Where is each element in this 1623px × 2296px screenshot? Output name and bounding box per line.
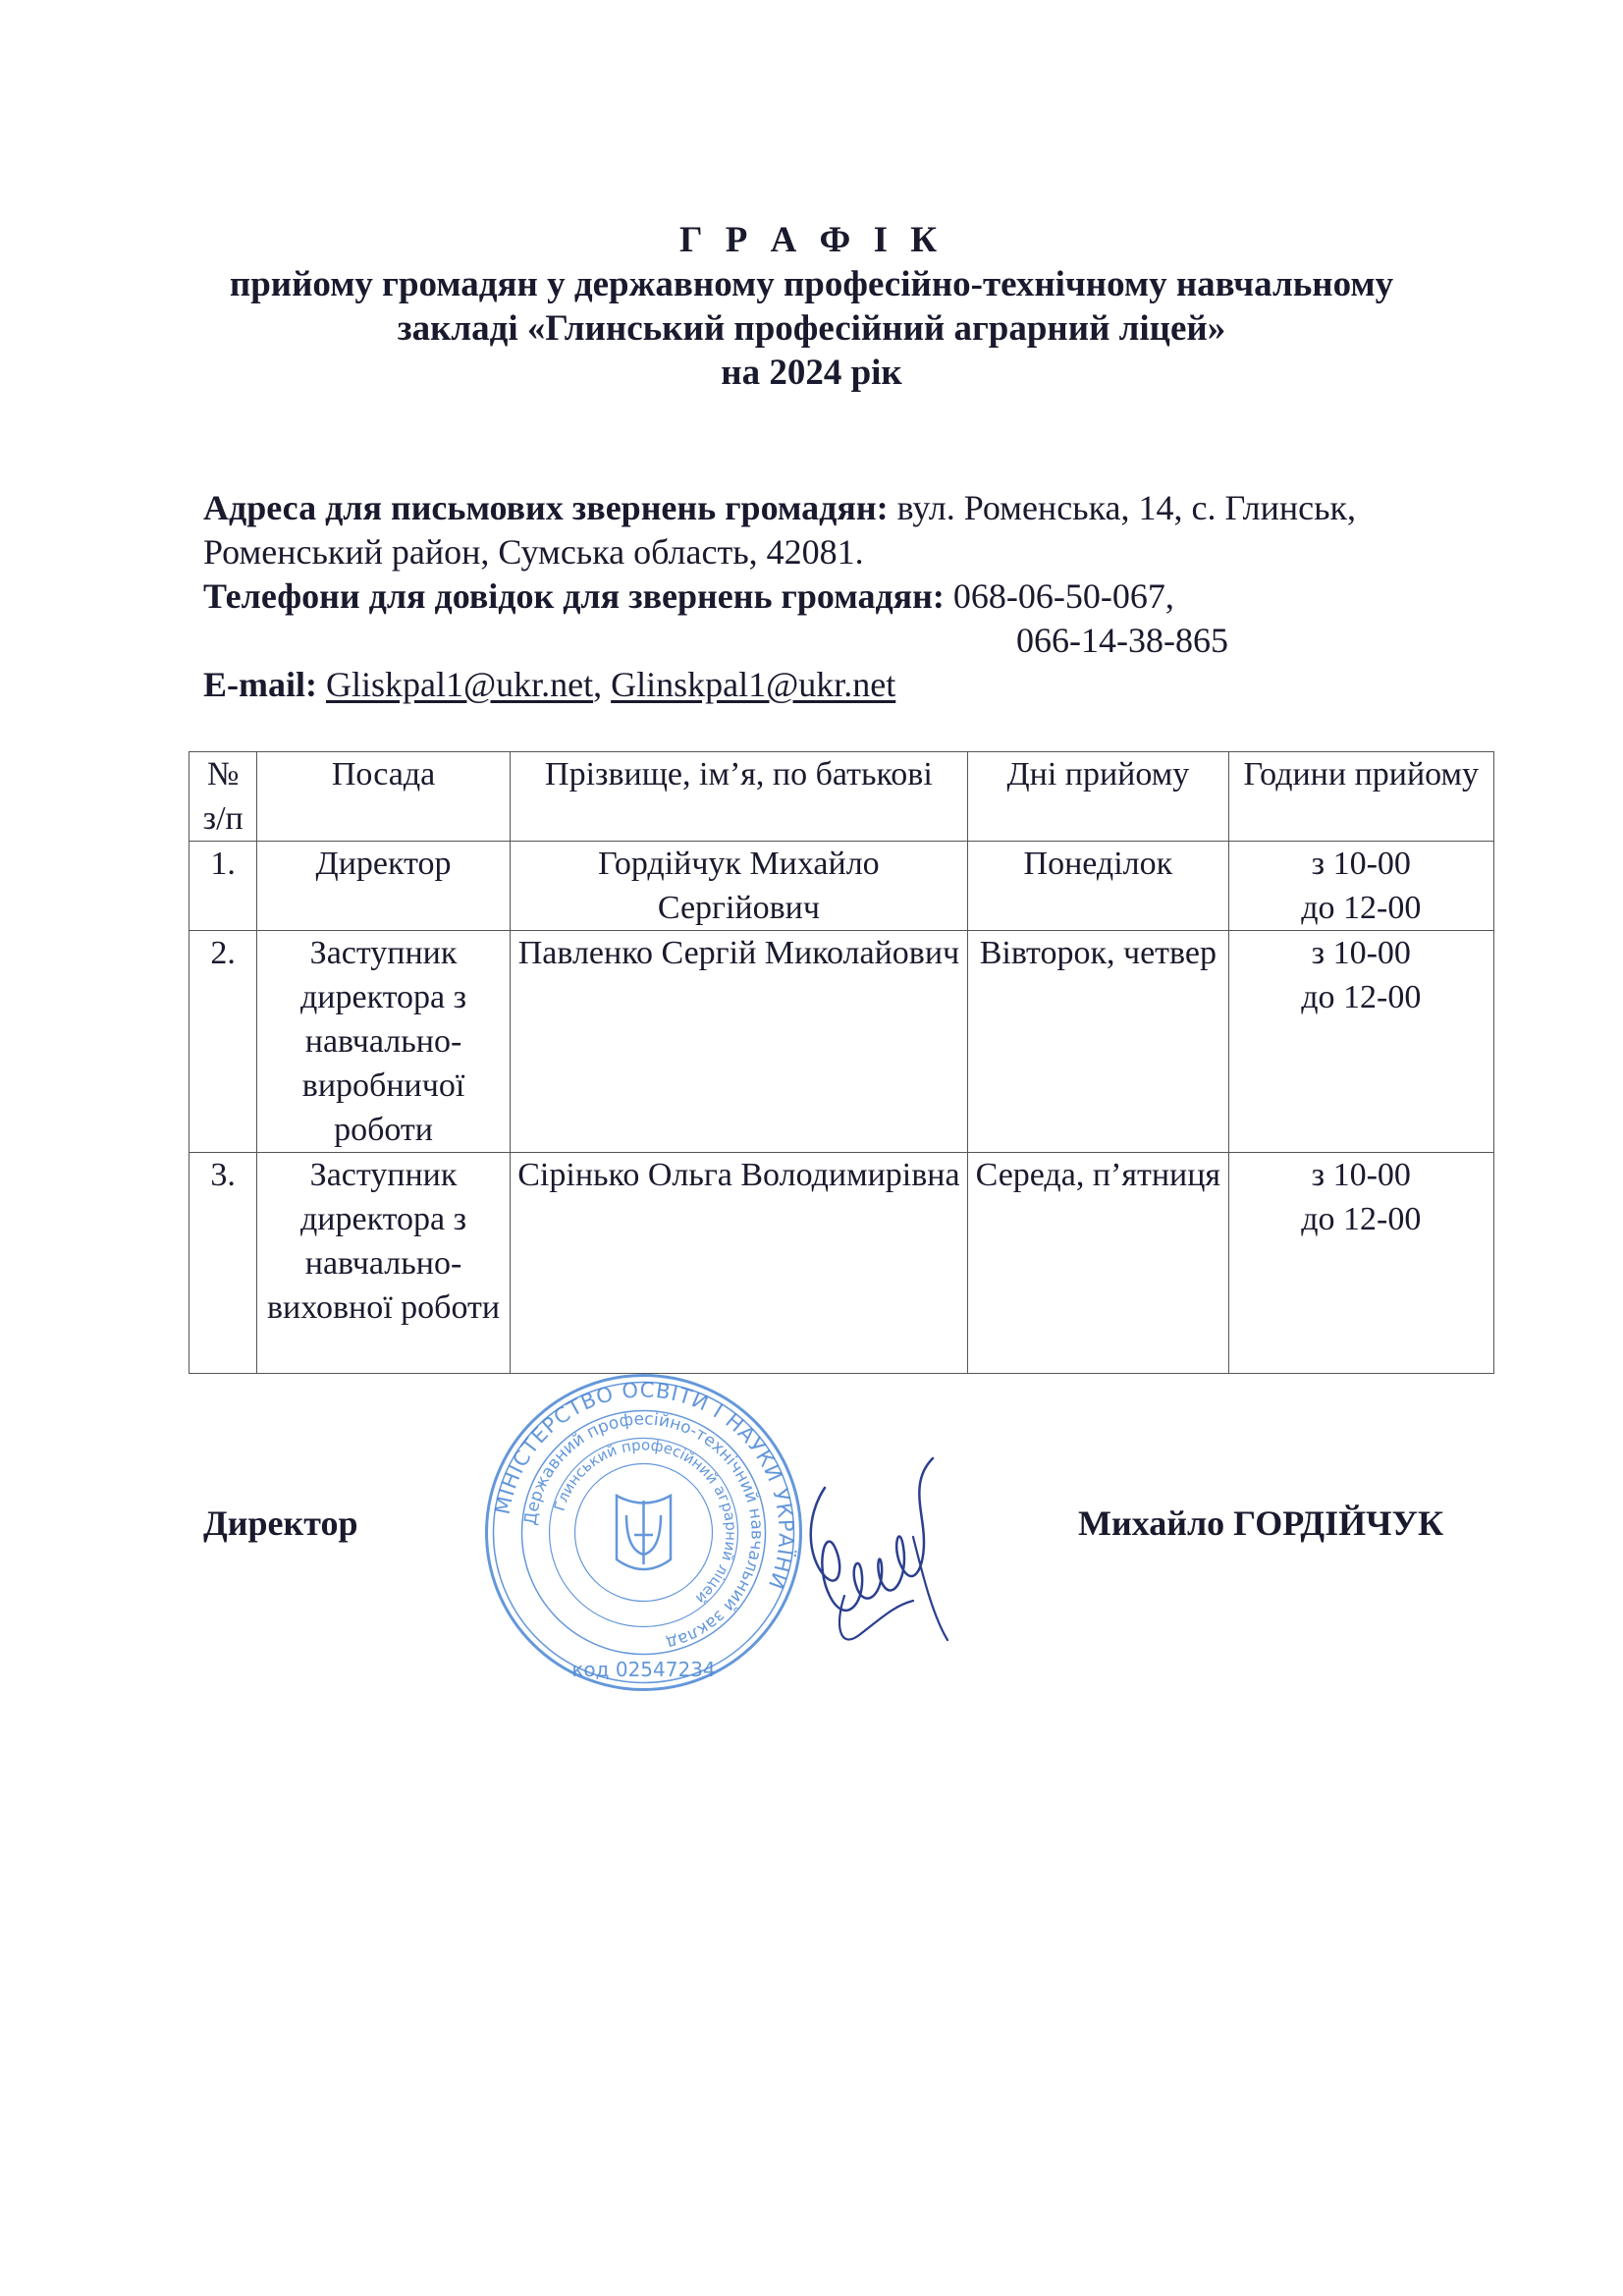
phone-2: 066-14-38-865: [1016, 621, 1228, 660]
cell-position: Директор: [257, 842, 510, 931]
contact-info: [203, 486, 1509, 707]
phones-label: Телефони для довідок для звернень громадян:: [203, 576, 945, 616]
address-row-2: Роменський район, Сумська область, 42081.: [203, 532, 864, 572]
hours-to: до 12-00: [1301, 890, 1422, 926]
cell-number: 3.: [189, 1153, 257, 1374]
hours-from: з 10-00: [1311, 1157, 1411, 1193]
document-title: [0, 218, 1623, 395]
title-line-1: Г Р А Ф І К: [678, 220, 945, 260]
cell-hours: [1228, 842, 1493, 931]
email-link-2[interactable]: Glinskpal1@ukr.net: [611, 665, 896, 704]
cell-hours: [1228, 931, 1493, 1153]
cell-days: Вівторок, четвер: [968, 931, 1228, 1153]
cell-hours: [1228, 1153, 1493, 1374]
stamp-inner-text: Глинський професійний аграрний ліцей: [550, 1436, 740, 1608]
table-header-row: [189, 752, 1494, 842]
title-line-3: закладі «Глинський професійний аграрний ліцей»: [397, 308, 1226, 349]
phone-1: 068-06-50-067,: [944, 576, 1174, 616]
table-row: [189, 842, 1494, 931]
email-separator: ,: [593, 665, 612, 704]
address-value: вул. Роменська, 14, с. Глинськ,: [888, 488, 1356, 527]
stamp-outer-text: МІНІСТЕРСТВО ОСВІТИ І НАУКИ УКРАЇНИ: [490, 1378, 798, 1594]
signatory-name: Михайло ГОРДІЙЧУК: [1078, 1503, 1444, 1543]
signatory-role: Директор: [203, 1503, 358, 1543]
director-signature-icon: [785, 1429, 962, 1660]
cell-position: Заступник директора з навчально-виробничої роботи: [257, 931, 510, 1153]
cell-name: Павленко Сергій Миколайович: [510, 931, 967, 1153]
email-label: E-mail:: [203, 665, 317, 704]
header-days: Дні прийому: [968, 752, 1228, 842]
trident-emblem-icon: [617, 1496, 671, 1569]
cell-days: Середа, п’ятниця: [968, 1153, 1228, 1374]
hours-to: до 12-00: [1301, 1201, 1422, 1237]
header-number: № з/п: [189, 752, 257, 842]
address-label: Адреса для письмових звернень громадян:: [203, 488, 889, 527]
email-link-1[interactable]: Gliskpal1@ukr.net: [325, 665, 594, 704]
cell-name: Сірінько Ольга Володимирівна: [510, 1153, 967, 1374]
table-row: [189, 1153, 1494, 1374]
phones-row: [203, 574, 1509, 619]
cell-days: Понеділок: [968, 842, 1228, 931]
hours-from: з 10-00: [1311, 935, 1411, 971]
cell-position: Заступник директора з навчально-виховної роботи: [257, 1153, 510, 1374]
hours-from: з 10-00: [1311, 846, 1411, 882]
reception-schedule-table: [189, 751, 1494, 1374]
address-row: [203, 486, 1509, 530]
stamp-middle-text: Державний професійно-технічний навчальний заклад: [520, 1409, 767, 1653]
header-hours: Години прийому: [1228, 752, 1493, 842]
title-line-2: прийому громадян у державному професійно-технічному навчальному: [229, 264, 1394, 304]
stamp-code: код 02547234: [571, 1658, 716, 1681]
official-stamp-icon: [479, 1368, 808, 1697]
hours-to: до 12-00: [1301, 979, 1422, 1015]
title-line-4: на 2024 рік: [721, 353, 902, 393]
cell-number: 2.: [189, 931, 257, 1153]
email-row: [203, 663, 1509, 707]
table-row: [189, 931, 1494, 1153]
cell-number: 1.: [189, 842, 257, 931]
header-position: Посада: [257, 752, 510, 842]
cell-name: Гордійчук Михайло Сергійович: [510, 842, 967, 931]
header-full-name: Прізвище, ім’я, по батькові: [510, 752, 967, 842]
